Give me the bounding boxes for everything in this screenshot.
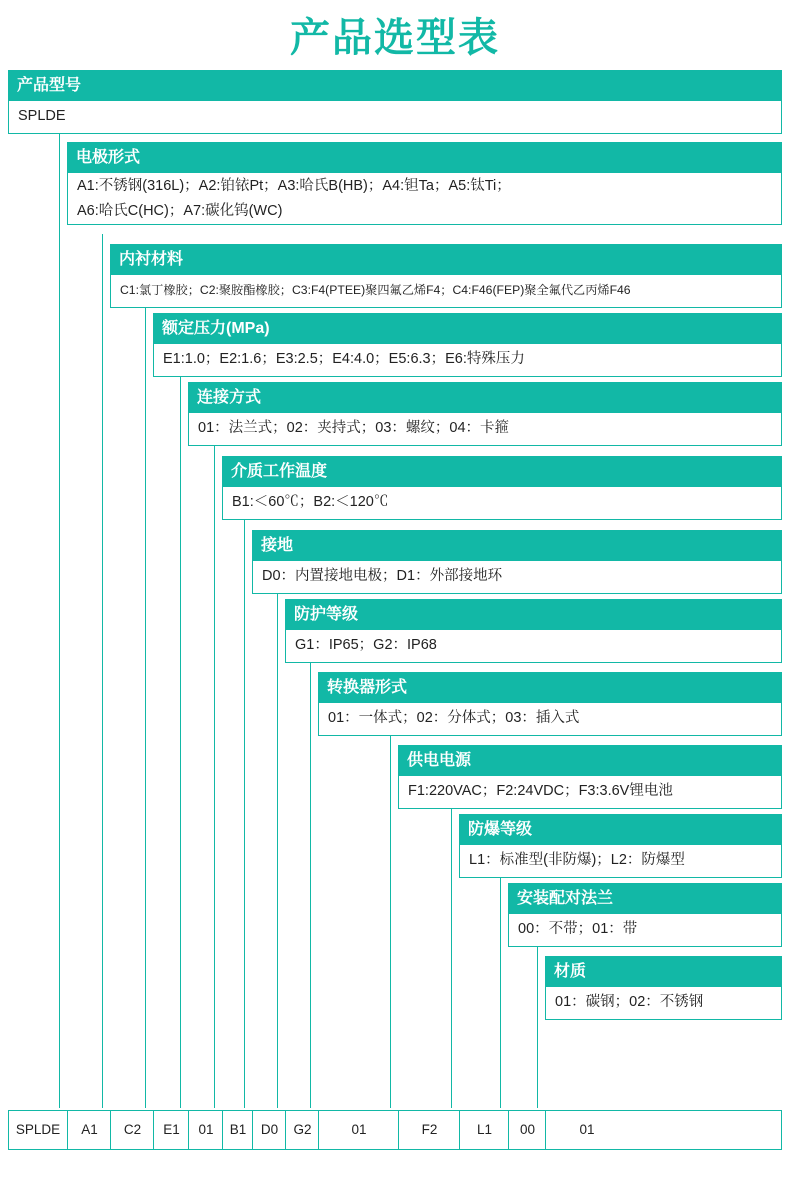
code-label-11: 00 <box>519 1122 536 1137</box>
row-header-5: 介质工作温度 <box>222 456 782 487</box>
page-title: 产品选型表 <box>290 16 500 60</box>
code-label-2: C2 <box>123 1122 142 1137</box>
code-label-9: F2 <box>421 1122 438 1137</box>
code-label-6: D0 <box>260 1122 279 1137</box>
row-options-2: C1:氯丁橡胶；C2:聚胺酯橡胶；C3:F4(PTEE)聚四氟乙烯F4；C4:F46(FEP)聚全氟代乙丙烯F46 <box>110 275 782 308</box>
code-summary-bar <box>0 1110 790 1150</box>
option-line: A6:哈氏C(HC)；A7:碳化钨(WC) <box>77 203 283 219</box>
row-options-12: 01：碳钢；02：不锈钢 <box>545 987 782 1020</box>
selection-chart <box>0 70 790 1130</box>
row-header-2: 内衬材料 <box>110 244 782 275</box>
code-label-3: E1 <box>163 1122 180 1137</box>
row-header-3: 额定压力(MPa) <box>153 313 782 344</box>
row-options-8: 01：一体式；02：分体式；03：插入式 <box>318 703 782 736</box>
code-label-10: L1 <box>476 1122 493 1137</box>
connector-line <box>390 735 391 1108</box>
row-options-3: E1:1.0；E2:1.6；E3:2.5；E4:4.0；E5:6.3；E6:特殊压力 <box>153 344 782 377</box>
row-header-11: 安装配对法兰 <box>508 883 782 914</box>
connector-line <box>180 372 181 1108</box>
connector-line <box>310 662 311 1108</box>
row-options-5: B1:＜60℃；B2:＜120℃ <box>222 487 782 520</box>
row-options-7: G1：IP65；G2：IP68 <box>285 630 782 663</box>
code-label-1: A1 <box>81 1122 98 1137</box>
row-options-1 <box>67 173 782 225</box>
row-options-0: SPLDE <box>8 101 782 134</box>
connector-line <box>277 589 278 1108</box>
row-header-8: 转换器形式 <box>318 672 782 703</box>
row-header-4: 连接方式 <box>188 382 782 413</box>
option-line: A1:不锈钢(316L)；A2:铂铱Pt；A3:哈氏B(HB)；A4:钽Ta；A5:钛Ti； <box>77 178 511 194</box>
code-label-8: 01 <box>351 1122 367 1137</box>
row-header-9: 供电电源 <box>398 745 782 776</box>
row-options-4: 01：法兰式；02：夹持式；03：螺纹；04：卡箍 <box>188 413 782 446</box>
connector-line <box>500 873 501 1108</box>
connector-line <box>59 132 60 1108</box>
row-options-10: L1：标准型(非防爆)；L2：防爆型 <box>459 845 782 878</box>
row-header-1: 电极形式 <box>67 142 782 173</box>
row-options-9: F1:220VAC；F2:24VDC；F3:3.6V锂电池 <box>398 776 782 809</box>
code-label-12: 01 <box>579 1122 595 1137</box>
connector-line <box>244 520 245 1108</box>
code-label-0: SPLDE <box>15 1122 61 1137</box>
code-label-5: B1 <box>229 1122 247 1137</box>
row-header-10: 防爆等级 <box>459 814 782 845</box>
row-options-11: 00：不带；01：带 <box>508 914 782 947</box>
connector-line <box>214 446 215 1108</box>
connector-line <box>451 804 452 1108</box>
connector-line <box>102 234 103 1108</box>
row-header-6: 接地 <box>252 530 782 561</box>
row-options-6: D0：内置接地电极；D1：外部接地环 <box>252 561 782 594</box>
connector-line <box>145 303 146 1108</box>
code-label-7: G2 <box>293 1122 312 1137</box>
code-label-4: 01 <box>198 1122 214 1137</box>
row-header-0: 产品型号 <box>8 70 782 101</box>
connector-line <box>537 946 538 1108</box>
row-header-12: 材质 <box>545 956 782 987</box>
row-header-7: 防护等级 <box>285 599 782 630</box>
